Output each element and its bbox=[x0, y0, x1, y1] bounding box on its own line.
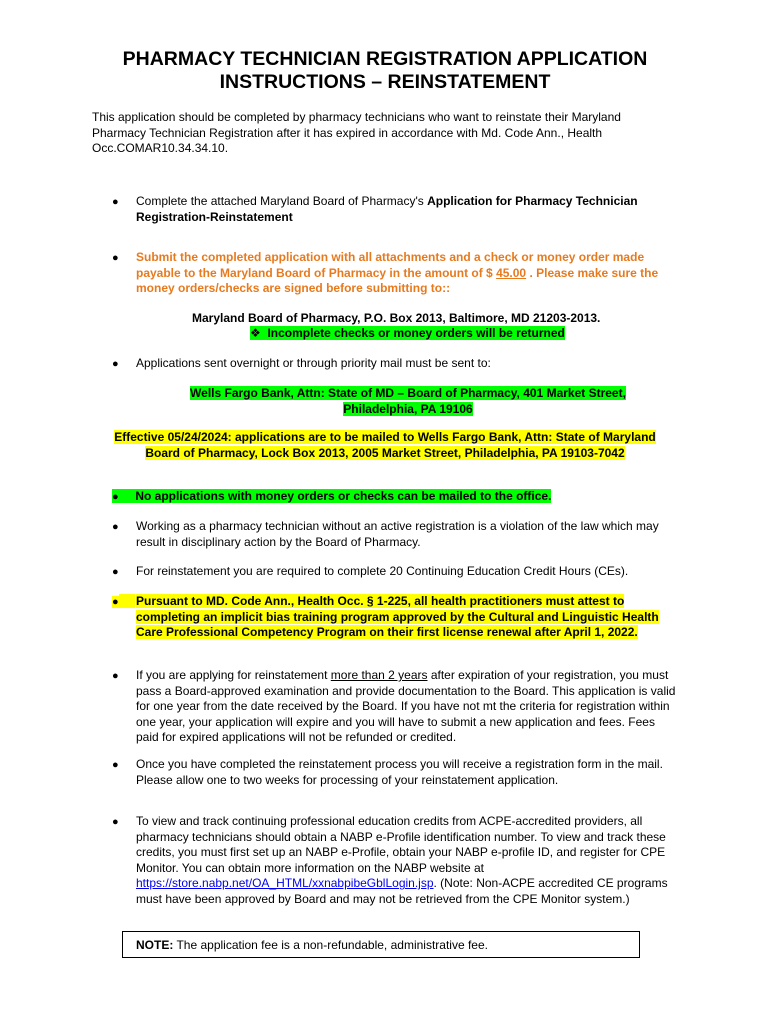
item1-text: Complete the attached Maryland Board of Pharmacy's bbox=[136, 194, 428, 208]
item2-text: Submit the completed application with all attachments and a check or money order made payable to the Maryland Board of Pharmacy in the amount of $ bbox=[136, 250, 645, 280]
bullet-icon: ● bbox=[112, 491, 119, 503]
note-text: The application fee is a non-refundable, administrative fee. bbox=[173, 938, 488, 952]
bullet-icon: ● bbox=[112, 816, 119, 828]
bullet-icon: ● bbox=[112, 196, 119, 208]
wells-line-2: Philadelphia, PA 19106 bbox=[343, 401, 473, 416]
note-label: NOTE: bbox=[136, 938, 174, 952]
item4-text: No applications with money orders or checks can be mailed to the office. bbox=[135, 489, 552, 503]
item-cpe-monitor bbox=[136, 814, 676, 908]
item8-underline: more than 2 years bbox=[330, 668, 428, 682]
effective-line-2: Board of Pharmacy, Lock Box 2013, 2005 Market Street, Philadelphia, PA 19103-7042 bbox=[145, 445, 625, 460]
bullet-icon: ● bbox=[112, 252, 119, 264]
note-box bbox=[122, 931, 640, 958]
item-no-office-mail bbox=[112, 489, 551, 506]
bullet-icon: ● bbox=[112, 358, 119, 370]
item-working-without-registration: Working as a pharmacy technician without an active registration is a violation of the law which may result in disciplinary action by the Board of Pharmacy. bbox=[136, 519, 659, 549]
item1-bold: Application for Pharmacy Technician Registration-Reinstatement bbox=[136, 194, 638, 224]
item-overnight-mail: Applications sent overnight or through priority mail must be sent to: bbox=[136, 356, 491, 370]
item2-text-end: . Please make sure the money orders/checks are signed before submitting to:: bbox=[136, 265, 659, 296]
intro-paragraph: This application should be completed by pharmacy technicians who want to reinstate their Maryland Pharmacy Technician Registration after it has expired in accordance with Md. Code Ann., Health Occ.COMAR10.34.34.10. bbox=[92, 110, 621, 156]
item8-text-end: after expiration of your registration, you must pass a Board-approved examination and provide documentation to the Board. This application is valid for one year from the date received by the Board. If you have not mt the criteria for registration within one year, your application will expire and you will have to submit a new application and fees. Fees paid for expired applications will not be refunded or credited. bbox=[136, 668, 676, 745]
item8-text: If you are applying for reinstatement bbox=[136, 668, 331, 682]
bullet-icon: ● bbox=[112, 759, 119, 771]
incomplete-warning bbox=[250, 326, 565, 342]
wells-line-1: Wells Fargo Bank, Attn: State of MD – Board of Pharmacy, 401 Market Street, bbox=[190, 386, 626, 400]
page-title bbox=[0, 48, 770, 94]
wells-fargo-address bbox=[140, 386, 676, 417]
item10-text: To view and track continuing professional education credits from ACPE-accredited providers, all pharmacy technicians should obtain a NABP e-Profile identification number. To view and track these credits, you must first set up an NABP e-Profile, obtain your NABP e-profile ID, and register for CPE Monitor. You can obtain more information on the NABP website at bbox=[136, 814, 666, 875]
item-continuing-education: For reinstatement you are required to complete 20 Continuing Education Credit Hours (CEs). bbox=[136, 564, 629, 578]
incomplete-text: Incomplete checks or money orders will be returned bbox=[267, 326, 565, 340]
bullet-icon: ● bbox=[112, 670, 119, 682]
item-submit-application bbox=[136, 250, 676, 297]
title-line-2: INSTRUCTIONS – REINSTATEMENT bbox=[219, 71, 551, 93]
title-line-1: PHARMACY TECHNICIAN REGISTRATION APPLICATION bbox=[122, 48, 648, 70]
diamond-icon: ❖ bbox=[250, 326, 261, 340]
bullet-icon: ● bbox=[112, 521, 119, 533]
effective-line-1: Effective 05/24/2024: applications are to be mailed to Wells Fargo Bank, Attn: State of Maryland bbox=[114, 430, 656, 444]
board-address: Maryland Board of Pharmacy, P.O. Box 2013, Baltimore, MD 21203-2013. bbox=[192, 311, 601, 325]
bullet-icon: ● bbox=[112, 596, 119, 608]
item-registration-form: Once you have completed the reinstatement process you will receive a registration form in the mail. Please allow one to two weeks for processing of your reinstatement application. bbox=[136, 757, 663, 787]
item10-text-end: . (Note: Non-ACPE accredited CE programs must have been approved by Board and may not be retrieved from the CPE Monitor system.) bbox=[136, 876, 668, 906]
implicit-bias-text: Pursuant to MD. Code Ann., Health Occ. § 1-225, all health practitioners must attest to completing an implicit bias training program approved by the Cultural and Linguistic Health Care Professional Competency Program on their first license renewal after April 1, 2022. bbox=[136, 594, 659, 640]
item-reinstatement-over-2-years bbox=[136, 668, 676, 746]
nabp-link[interactable]: https://store.nabp.net/OA_HTML/xxnabpibeGblLogin.jsp bbox=[136, 876, 434, 891]
bullet-icon: ● bbox=[112, 566, 119, 578]
item-complete-application bbox=[136, 194, 676, 225]
fee-amount: 45.00 bbox=[496, 265, 527, 280]
effective-notice bbox=[90, 430, 680, 461]
